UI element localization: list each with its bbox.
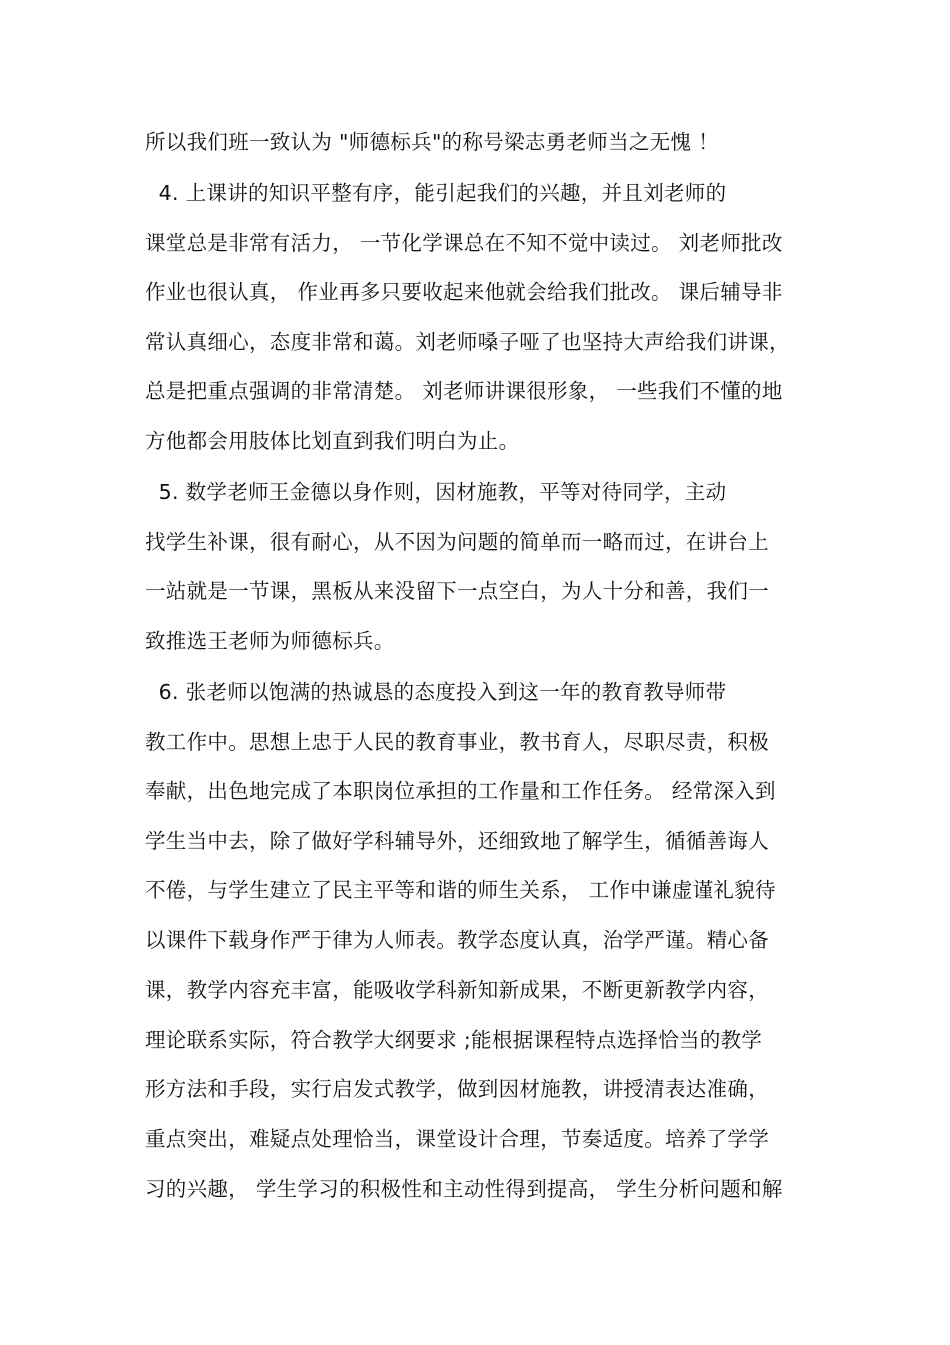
text-line: 致推选王老师为师德标兵。	[145, 629, 395, 653]
text-line: 学生当中去，除了做好学科辅导外，还细致地了解学生，循循善诲人	[145, 829, 769, 853]
text-line: 5. 数学老师王金德以身作则，因材施教，平等对待同学，主动	[145, 480, 727, 504]
text-line: 课，教学内容充丰富，能吸收学科新知新成果，不断更新教学内容，	[145, 978, 769, 1002]
text-line: 以课件下载身作严于律为人师表。教学态度认真，治学严谨。精心备	[145, 928, 769, 952]
text-line: 教工作中。思想上忠于人民的教育事业，教书育人，尽职尽责，积极	[145, 730, 769, 754]
text-line: 作业也很认真， 作业再多只要收起来他就会给我们批改。 课后辅导非	[145, 280, 783, 304]
text-line: 习的兴趣， 学生学习的积极性和主动性得到提高， 学生分析问题和解	[145, 1177, 783, 1201]
text-line: 理论联系实际，符合教学大纲要求 ;能根据课程特点选择恰当的教学	[145, 1028, 763, 1052]
text-line: 一站就是一节课，黑板从来没留下一点空白，为人十分和善，我们一	[145, 579, 769, 603]
text-line: 常认真细心，态度非常和蔼。刘老师嗓子哑了也坚持大声给我们讲课，	[145, 330, 790, 354]
text-line: 4. 上课讲的知识平整有序，能引起我们的兴趣，并且刘老师的	[145, 181, 727, 205]
text-line: 所以我们班一致认为 "师德标兵"的称号梁志勇老师当之无愧 ！	[145, 130, 719, 154]
text-line: 不倦，与学生建立了民主平等和谐的师生关系， 工作中谦虚谨礼貌待	[145, 878, 776, 902]
text-line: 奉献，出色地完成了本职岗位承担的工作量和工作任务。 经常深入到	[145, 779, 776, 803]
text-line: 课堂总是非常有活力， 一节化学课总在不知不觉中读过。 刘老师批改	[145, 231, 783, 255]
text-line: 方他都会用肢体比划直到我们明白为止。	[145, 429, 520, 453]
text-line: 重点突出，难疑点处理恰当，课堂设计合理，节奏适度。培养了学学	[145, 1127, 769, 1151]
text-line: 总是把重点强调的非常清楚。 刘老师讲课很形象， 一些我们不懂的地	[145, 379, 783, 403]
text-line: 6. 张老师以饱满的热诚恳的态度投入到这一年的教育教导师带	[145, 680, 727, 704]
text-line: 形方法和手段，实行启发式教学，做到因材施教，讲授清表达准确，	[145, 1077, 769, 1101]
text-line: 找学生补课，很有耐心，从不因为问题的简单而一略而过，在讲台上	[145, 530, 769, 554]
